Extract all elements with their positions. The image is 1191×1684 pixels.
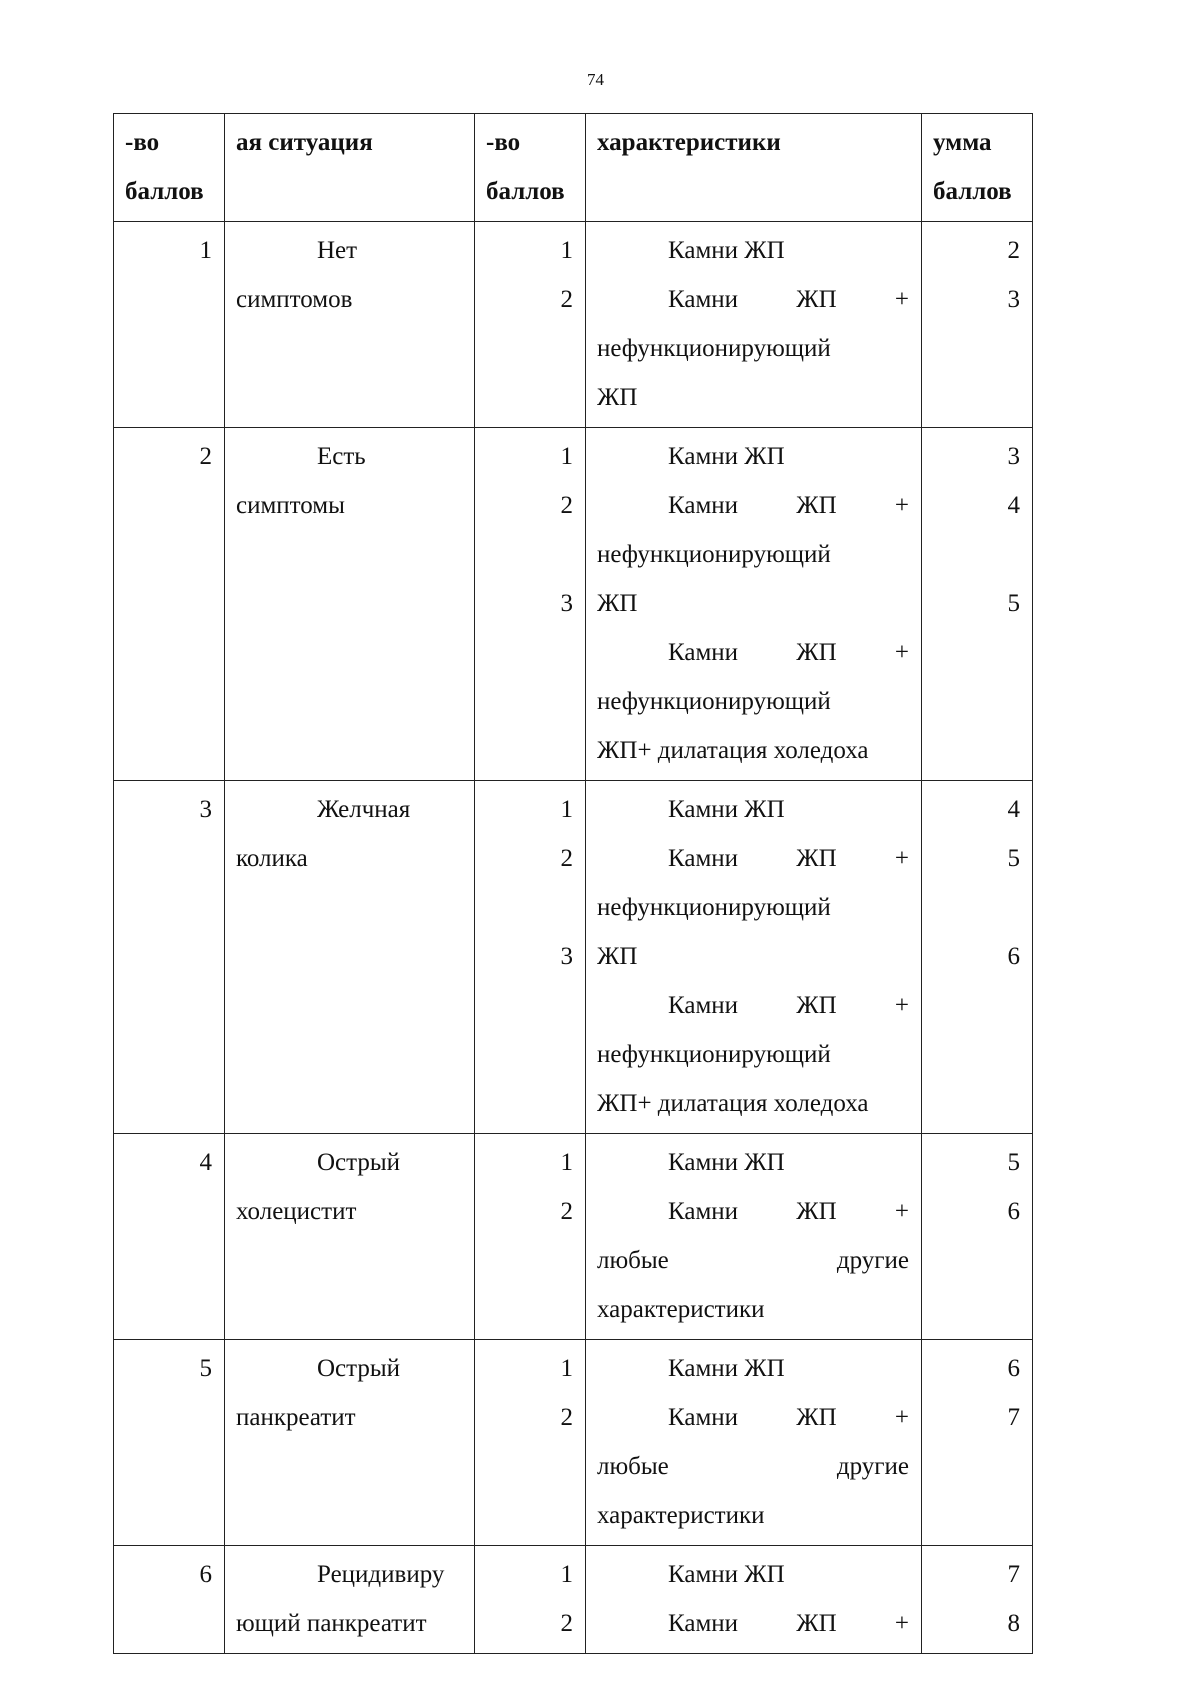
characteristics-word: Камни [668,992,739,1019]
sum-value [933,530,1020,579]
sum-cell [922,222,1033,428]
points-value [486,883,573,932]
situation-cell [225,1546,475,1654]
characteristics-line: характеристики [597,1502,765,1529]
characteristics-word: + [894,992,909,1019]
characteristics-word: любые [597,1247,669,1274]
header-points-count [114,114,225,222]
points-value: 3 [560,943,573,970]
characteristics-line: Камни ЖП [668,796,785,823]
sum-cell [922,1340,1033,1546]
page-number: 74 [587,70,604,89]
header-line: баллов [933,178,1012,205]
row-number-cell: 2 [114,428,225,781]
points-cell [475,1340,586,1546]
characteristics-word: + [894,845,909,872]
situation-line: Желчная [317,796,411,823]
characteristics-word: ЖП [796,1198,837,1225]
characteristics-word: + [894,639,909,666]
situation-line: симптомы [236,492,345,519]
characteristics-cell [586,781,922,1134]
sum-value: 3 [1007,286,1020,313]
points-value: 1 [560,1355,573,1382]
header-line: -во [125,129,160,156]
sum-value: 5 [1007,590,1020,617]
characteristics-word: Камни [668,1404,739,1431]
characteristics-word: ЖП [796,286,837,313]
table-row [114,1546,1033,1654]
row-number-cell: 6 [114,1546,225,1654]
points-value: 1 [560,237,573,264]
characteristics-line [597,481,909,530]
situation-line: Острый [317,1355,401,1382]
sum-value [933,883,1020,932]
table-row [114,428,1033,781]
characteristics-word: ЖП [796,1404,837,1431]
sum-value: 2 [1007,237,1020,264]
situation-line: Острый [317,1149,401,1176]
points-cell [475,781,586,1134]
table-row [114,222,1033,428]
sum-cell [922,428,1033,781]
header-characteristics [586,114,922,222]
characteristics-word: + [894,1198,909,1225]
characteristics-line [597,275,909,324]
table-body [114,222,1033,1654]
characteristics-word: Камни [668,639,739,666]
characteristics-cell [586,1134,922,1340]
header-line: ая ситуация [236,129,373,156]
characteristics-cell [586,1546,922,1654]
characteristics-word: ЖП [796,1610,837,1637]
sum-value: 6 [1007,943,1020,970]
characteristics-line: нефункционирующий [597,894,831,921]
sum-cell [922,1546,1033,1654]
characteristics-cell [586,222,922,428]
header-line: характеристики [597,129,781,156]
situation-line: Рецидивиру [317,1561,445,1588]
characteristics-word: + [894,286,909,313]
characteristics-word: ЖП [796,992,837,1019]
situation-line: Нет [317,237,358,264]
points-cell [475,428,586,781]
characteristics-line: ЖП [597,384,638,411]
sum-value: 6 [1007,1355,1020,1382]
points-value: 1 [560,1561,573,1588]
sum-value [933,324,1020,373]
characteristics-line: нефункционирующий [597,688,831,715]
header-row [114,114,1033,222]
situation-cell [225,781,475,1134]
points-value: 2 [560,845,573,872]
situation-line: симптомов [236,286,353,313]
characteristics-line: характеристики [597,1296,765,1323]
points-value [486,530,573,579]
header-situation [225,114,475,222]
row-number-cell: 5 [114,1340,225,1546]
characteristics-line: нефункционирующий [597,541,831,568]
characteristics-line [597,628,909,677]
header-line: баллов [486,178,565,205]
points-cell [475,1134,586,1340]
characteristics-line [597,834,909,883]
sum-value: 5 [1007,1149,1020,1176]
characteristics-line [597,981,909,1030]
situation-line: Есть [317,443,366,470]
situation-cell [225,1134,475,1340]
situation-line: колика [236,845,308,872]
characteristics-word: + [894,1404,909,1431]
characteristics-word: ЖП [796,845,837,872]
sum-cell [922,781,1033,1134]
characteristics-word: другие [836,1247,909,1274]
characteristics-cell [586,428,922,781]
sum-value: 6 [1007,1198,1020,1225]
characteristics-line: нефункционирующий [597,335,831,362]
sum-value: 7 [1007,1561,1020,1588]
table-row [114,1134,1033,1340]
header-line: -во [486,129,521,156]
points-value [486,324,573,373]
situation-line: холецистит [236,1198,357,1225]
situation-line: панкреатит [236,1404,356,1431]
situation-cell [225,222,475,428]
characteristics-line: Камни ЖП [668,443,785,470]
characteristics-word: другие [836,1453,909,1480]
sum-value: 7 [1007,1404,1020,1431]
characteristics-word: Камни [668,1610,739,1637]
points-value: 3 [560,590,573,617]
characteristics-line: ЖП+ дилатация холедоха [597,737,869,764]
header-sum [922,114,1033,222]
points-value: 2 [560,286,573,313]
header-line: умма [933,129,992,156]
header-line: баллов [125,178,204,205]
characteristics-line: Камни ЖП [668,1561,785,1588]
row-number-cell: 4 [114,1134,225,1340]
sum-value: 5 [1007,845,1020,872]
scoring-table [113,113,1033,1654]
characteristics-line: ЖП [597,943,638,970]
sum-cell [922,1134,1033,1340]
sum-value: 4 [1007,796,1020,823]
characteristics-line: Камни ЖП [668,1355,785,1382]
characteristics-line: ЖП [597,590,638,617]
characteristics-word: Камни [668,845,739,872]
sum-value [933,373,1020,422]
points-value: 2 [560,492,573,519]
characteristics-line [597,1442,909,1491]
characteristics-cell [586,1340,922,1546]
points-value: 2 [560,1404,573,1431]
header-points-count-2 [475,114,586,222]
points-cell [475,222,586,428]
characteristics-word: любые [597,1453,669,1480]
characteristics-line: ЖП+ дилатация холедоха [597,1090,869,1117]
characteristics-word: + [894,492,909,519]
characteristics-word: ЖП [796,492,837,519]
characteristics-word: Камни [668,1198,739,1225]
characteristics-line: нефункционирующий [597,1041,831,1068]
points-value: 1 [560,796,573,823]
points-value: 2 [560,1198,573,1225]
points-value: 2 [560,1610,573,1637]
table-row [114,781,1033,1134]
row-number-cell: 3 [114,781,225,1134]
row-number-cell: 1 [114,222,225,428]
sum-value: 3 [1007,443,1020,470]
characteristics-line: Камни ЖП [668,1149,785,1176]
characteristics-line [597,1393,909,1442]
points-value: 1 [560,1149,573,1176]
characteristics-line [597,1599,909,1648]
characteristics-word: ЖП [796,639,837,666]
situation-cell [225,428,475,781]
characteristics-word: Камни [668,492,739,519]
characteristics-line: Камни ЖП [668,237,785,264]
characteristics-line [597,1187,909,1236]
points-cell [475,1546,586,1654]
sum-value: 4 [1007,492,1020,519]
points-value: 1 [560,443,573,470]
characteristics-word: Камни [668,286,739,313]
situation-line: ющий панкреатит [236,1610,427,1637]
characteristics-word: + [894,1610,909,1637]
characteristics-line [597,1236,909,1285]
situation-cell [225,1340,475,1546]
table-row [114,1340,1033,1546]
sum-value: 8 [1007,1610,1020,1637]
